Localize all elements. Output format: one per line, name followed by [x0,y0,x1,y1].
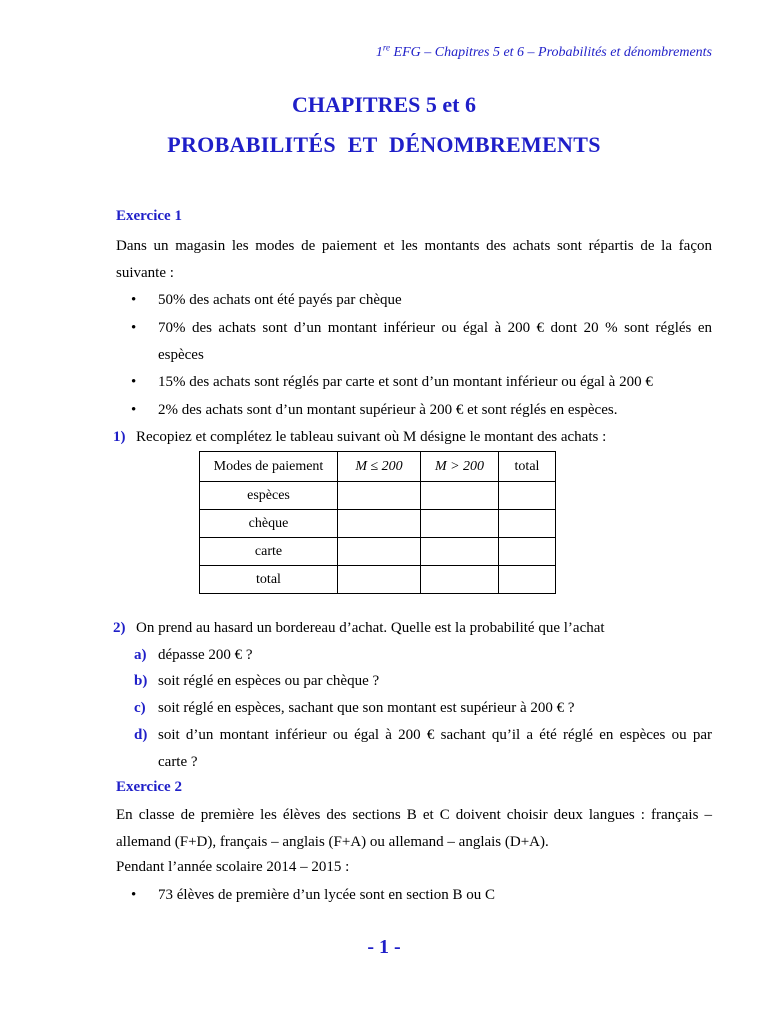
table-row-label: total [200,566,338,594]
table-header-cell: M > 200 [421,452,499,482]
sub-question-text: soit réglé en espèces, sachant que son montant est supérieur à 200 € ? [158,700,575,716]
running-header [375,42,712,61]
sub-question-label: d) [134,727,148,743]
sub-question-text: dépasse 200 € ? [158,647,253,663]
exercise-2-line-1: En classe de première les élèves des sections B et C doivent choisir deux langues : français – [116,807,712,823]
bullet-icon: • [131,887,137,903]
question-2-number: 2) [113,620,126,636]
table-header-cell: M ≤ 200 [338,452,421,482]
bullet-item: 73 élèves de première d’un lycée sont en section B ou C [158,887,495,903]
sub-question-label: c) [134,700,146,716]
table-cell [338,510,421,538]
table-row-label: carte [200,538,338,566]
sub-question-text: soit d’un montant inférieur ou égal à 200 € sachant qu’il a été réglé en espèces ou par [158,727,712,743]
bullet-item: 70% des achats sont d’un montant inférieur ou égal à 200 € dont 20 % sont réglés en [158,320,712,336]
table-cell [421,538,499,566]
header-level-sup: re [382,42,391,53]
sub-question-label: b) [134,673,148,689]
table-cell [421,482,499,510]
bullet-item-continued: espèces [158,347,204,363]
bullet-item: 15% des achats sont réglés par carte et sont d’un montant inférieur ou égal à 200 € [158,374,653,390]
table-cell [338,538,421,566]
table-cell [338,482,421,510]
payment-table [199,451,556,594]
sub-question-label: a) [134,647,147,663]
exercise-2-line-2: allemand (F+D), français – anglais (F+A) ou allemand – anglais (D+A). [116,834,549,850]
table-cell [499,482,556,510]
table-row-label: chèque [200,510,338,538]
bullet-icon: • [131,292,137,308]
sub-question-text-continued: carte ? [158,754,198,770]
bullet-icon: • [131,402,137,418]
table-row-label: espèces [200,482,338,510]
exercise-1-intro-line-1: Dans un magasin les modes de paiement et les montants des achats sont répartis de la façon [116,238,712,254]
table-header-cell: Modes de paiement [200,452,338,482]
question-1-text: Recopiez et complétez le tableau suivant où M désigne le montant des achats : [136,429,607,445]
table-header-cell: total [499,452,556,482]
bullet-icon: • [131,374,137,390]
bullet-icon: • [131,320,137,336]
table-cell [499,566,556,594]
header-text: EFG – Chapitres 5 et 6 – Probabilités et dénombrements [390,45,712,60]
page-number: - 1 - [367,936,401,958]
exercise-2-heading: Exercice 2 [116,779,182,795]
bullet-item: 50% des achats ont été payés par chèque [158,292,402,308]
chapter-subtitle: PROBABILITÉS ET DÉNOMBREMENTS [167,132,601,157]
question-2-text: On prend au hasard un bordereau d’achat. Quelle est la probabilité que l’achat [136,620,605,636]
table-header-row [200,452,556,482]
exercise-2-line-3: Pendant l’année scolaire 2014 – 2015 : [116,859,350,875]
exercise-1-intro-line-2: suivante : [116,265,174,281]
question-1-number: 1) [113,429,126,445]
table-cell [499,510,556,538]
exercise-1-heading: Exercice 1 [116,208,182,224]
chapter-title: CHAPITRES 5 et 6 [292,92,476,117]
table-row [200,538,556,566]
table-cell [338,566,421,594]
header-level: 1 [375,45,383,60]
table-cell [421,566,499,594]
table-row [200,566,556,594]
table-cell [499,538,556,566]
table-row [200,482,556,510]
table-cell [421,510,499,538]
table-row [200,510,556,538]
sub-question-text: soit réglé en espèces ou par chèque ? [158,673,380,689]
bullet-item: 2% des achats sont d’un montant supérieur à 200 € et sont réglés en espèces. [158,402,618,418]
